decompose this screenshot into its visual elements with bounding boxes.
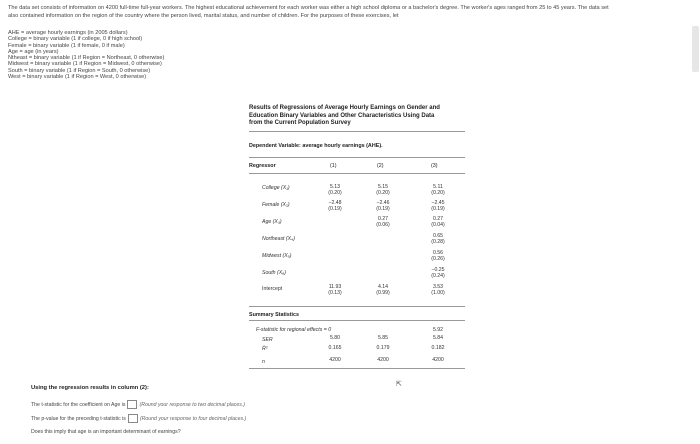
cell-intercept-3: 3.53 (1.00) xyxy=(431,284,445,297)
summary-r2-1: 0.165 xyxy=(328,345,342,351)
summary-r2-2: 0.179 xyxy=(376,345,390,351)
cell-college-1: 5.13 (0.20) xyxy=(328,184,342,197)
definition-midwest: Midwest = binary variable (1 if Region = Midwest, 0 otherwise) xyxy=(8,61,162,68)
intro-text xyxy=(8,4,698,20)
tstat-answer-input[interactable] xyxy=(127,400,137,409)
row-label-northeast: Northeast (X₄) xyxy=(262,236,295,242)
cell-age-2: 0.27 (0.06) xyxy=(376,216,390,229)
dependent-variable-label: Dependent Variable: xyxy=(249,143,301,149)
definition-west: West = binary variable (1 if Region = West, 0 otherwise) xyxy=(8,74,147,81)
question-2-text: The p-value for the preceding t-statistic is xyxy=(31,415,126,422)
row-label-female: Female (X₂) xyxy=(262,202,290,208)
definition-ahe: AHE = average hourly earnings (in 2005 dollars) xyxy=(8,30,128,36)
question-1-text: The t-statistic for the coefficient on Age is xyxy=(31,401,126,408)
table-title-line-1: Results of Regressions of Average Hourly Earnings on Gender and xyxy=(249,105,440,111)
question-2 xyxy=(31,414,246,423)
summary-title: Summary Statistics xyxy=(249,312,300,318)
intro-line-2: also contained information on the region of the country where the person lived, marital status, and number of children. For the purposes of these exercises, let xyxy=(8,13,399,19)
cell-intercept-1: 11.93 (0.13) xyxy=(328,284,342,297)
question-3 xyxy=(31,429,181,435)
cell-college-3: 5.11 (0.20) xyxy=(431,184,445,197)
col-header-2: (2) xyxy=(377,163,384,169)
cell-south-3: −0.25 (0.24) xyxy=(431,267,445,280)
mouse-cursor-icon: ⇱ xyxy=(396,381,402,388)
summary-ser-3: 5.84 xyxy=(432,335,444,341)
question-3-text: Does this imply that age is an important determinant of earnings? xyxy=(31,429,181,435)
summary-title-rule xyxy=(249,320,465,321)
cell-female-3: −2.45 (0.19) xyxy=(431,200,445,213)
summary-label-ser: SER xyxy=(262,337,273,343)
cell-female-2: −2.46 (0.19) xyxy=(376,200,390,213)
table-bottom-rule xyxy=(249,368,465,369)
table-title-line-2: Education Binary Variables and Other Characteristics Using Data xyxy=(249,112,435,119)
cell-intercept-2: 4.14 (0.99) xyxy=(376,284,390,297)
row-label-intercept: Intercept xyxy=(262,286,283,292)
summary-n-1: 4200 xyxy=(329,357,341,363)
summary-r2-3: 0.182 xyxy=(431,345,445,351)
variable-definitions xyxy=(8,30,164,80)
col-header-1: (1) xyxy=(330,163,337,169)
dependent-variable-value: average hourly earnings (AHE). xyxy=(302,143,383,149)
row-label-midwest: Midwest (X₅) xyxy=(262,253,292,259)
regressor-header: Regressor xyxy=(249,163,276,169)
cell-midwest-3: 0.56 (0.26) xyxy=(431,250,445,263)
table-top-rule xyxy=(249,131,465,132)
scrollbar[interactable] xyxy=(692,26,699,72)
table-title-line-3: from the Current Population Survey xyxy=(249,120,351,127)
cell-northeast-3: 0.65 (0.28) xyxy=(431,233,445,246)
questions-title: Using the regression results in column (2): xyxy=(31,385,149,391)
dependent-variable xyxy=(249,143,383,149)
definition-northeast: Ntheast = binary variable (1 if Region = Northeast, 0 otherwise) xyxy=(8,55,165,62)
summary-top-rule xyxy=(249,306,465,307)
definition-college: College = binary variable (1 if college, 0 if high school) xyxy=(8,36,143,43)
summary-ser-2: 5.85 xyxy=(377,335,389,341)
pvalue-answer-input[interactable] xyxy=(128,414,138,423)
question-1 xyxy=(31,400,245,409)
summary-fstat-3: 5.92 xyxy=(432,327,444,333)
header-bottom-rule xyxy=(249,173,465,174)
summary-label-fstat: F-statistic for regional effects = 0 xyxy=(256,327,332,333)
question-2-hint: (Round your response to four decimal places.) xyxy=(139,415,247,422)
definition-female: Female = binary variable (1 if female, 0 if male) xyxy=(8,42,125,49)
summary-label-n: n xyxy=(262,359,265,365)
definition-age: Age = age (in years) xyxy=(8,48,59,55)
col-header-3: (3) xyxy=(431,163,438,169)
row-label-age: Age (X₃) xyxy=(262,219,282,225)
definition-south: South = binary variable (1 if Region = South, 0 otherwise) xyxy=(8,67,151,74)
summary-n-3: 4200 xyxy=(432,357,444,363)
summary-label-r2: R̄² xyxy=(262,346,268,352)
intro-line-1: The data set consists of information on 4200 full-time full-year workers. The highest educational achievement for each worker was either a high school diploma or a bachelor's degree. The worker's ages ranged from 25 to 45 years. The data set xyxy=(8,5,609,11)
row-label-south: South (X₆) xyxy=(262,270,286,276)
question-1-hint: (Round your response to two decimal places.) xyxy=(139,401,246,408)
cell-college-2: 5.15 (0.20) xyxy=(376,184,390,197)
table-title xyxy=(249,105,440,128)
summary-n-2: 4200 xyxy=(377,357,389,363)
row-label-college: College (X₁) xyxy=(262,185,290,191)
cell-age-3: 0.27 (0.04) xyxy=(431,216,445,229)
summary-ser-1: 5.80 xyxy=(329,335,341,341)
header-top-rule xyxy=(249,157,465,158)
cell-female-1: −2.48 (0.19) xyxy=(328,200,342,213)
